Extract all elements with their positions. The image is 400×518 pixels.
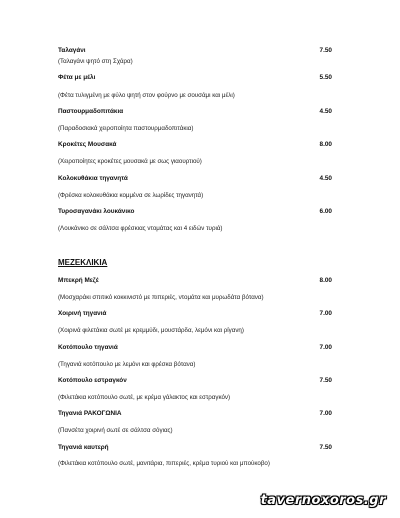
item-price: 7.00: [319, 344, 332, 351]
item-description: (Φρέσκα κολοκυθάκια κομμένα σε λωρίδες τηγανητά): [58, 192, 204, 199]
item-description: (Χειροποίητες κροκέτες μουσακά με σως γιαουρτιού): [58, 158, 202, 165]
item-name: Κοτόπουλο εστραγκόν: [58, 377, 127, 384]
menu-item-row: [58, 377, 332, 387]
item-description: (Φιλετάκια κοτόπουλο σωτέ, μανιτάρια, πιπεριές, κρέμα τυριού και μπούκοβο): [58, 460, 270, 467]
menu-item-row: [58, 277, 332, 287]
item-price: 7.50: [319, 47, 332, 54]
item-description: (Λουκάνικο σε σάλτσα φρέσκιας ντομάτας και 4 ειδών τυριά): [58, 225, 223, 232]
item-description: (Παραδοσιακά χειροποίητα παστουρμαδοπιτάκια): [58, 125, 194, 132]
menu-item-row: [58, 444, 332, 454]
item-description: (Φέτα τυλιγμένη με φύλο ψητή στον φούρνο με σουσάμι και μέλι): [58, 92, 235, 99]
item-price: 7.00: [319, 310, 332, 317]
item-price: 7.00: [319, 410, 332, 417]
menu-item-row: [58, 344, 332, 354]
item-name: Φέτα με μέλι: [58, 74, 96, 81]
menu-item-row: [58, 410, 332, 420]
item-name: Κολοκυθάκια τηγανητά: [58, 175, 128, 182]
item-name: Κροκέτες Μουσακά: [58, 141, 117, 148]
item-name: Μπεκρή Μεζέ: [58, 277, 99, 284]
menu-item-row: [58, 310, 332, 320]
item-name: Τηγανιά καυτερή: [58, 444, 109, 451]
item-description: (Χοιρινά φιλετάκια σωτέ με κρεμμύδι, μουστάρδα, λεμόνι και ρίγανη): [58, 327, 244, 334]
item-price: 7.50: [319, 377, 332, 384]
item-price: 5.50: [319, 74, 332, 81]
item-name: Παστουρμαδοπιτάκια: [58, 108, 124, 115]
item-name: Τηγανιά ΡΑΚΟΓΩΝΙΑ: [58, 410, 122, 417]
menu-item-row: [58, 141, 332, 151]
item-name: Τυροσαγανάκι λουκάνικο: [58, 208, 135, 215]
menu-item-row: [58, 47, 332, 57]
item-description: (Ταλαγάνι ψητό στη Σχάρα): [58, 58, 133, 65]
menu-item-row: [58, 108, 332, 118]
item-price: 7.50: [319, 444, 332, 451]
menu-item-row: [58, 208, 332, 218]
section-title: ΜΕΖΕΚΛΙΚΙΑ: [58, 258, 108, 267]
item-name: Χοιρινή τηγανιά: [58, 310, 107, 317]
menu-item-row: [58, 74, 332, 84]
watermark-text: tavernoxoros.gr: [260, 493, 386, 508]
item-description: (Μοσχαράκι σπιτικό κοκκινιστό με πιπεριές, ντομάτα και μυρωδάτα βότανα): [58, 294, 264, 301]
item-description: (Πανσέτα χοιρινή σωτέ σε σάλτσα σόγιας): [58, 427, 173, 434]
item-price: 8.00: [319, 277, 332, 284]
item-description: (Φιλετάκια κοτόπουλο σωτέ, με κρέμα γάλακτος και εστραγκόν): [58, 394, 231, 401]
item-description: (Τηγανιά κοτόπουλο με λεμόνι και φρέσκα βότανα): [58, 361, 196, 368]
item-name: Κοτόπουλο τηγανιά: [58, 344, 118, 351]
item-name: Ταλαγάνι: [58, 47, 86, 54]
item-price: 4.50: [319, 175, 332, 182]
menu-item-row: [58, 175, 332, 185]
item-price: 6.00: [319, 208, 332, 215]
item-price: 4.50: [319, 108, 332, 115]
item-price: 8.00: [319, 141, 332, 148]
